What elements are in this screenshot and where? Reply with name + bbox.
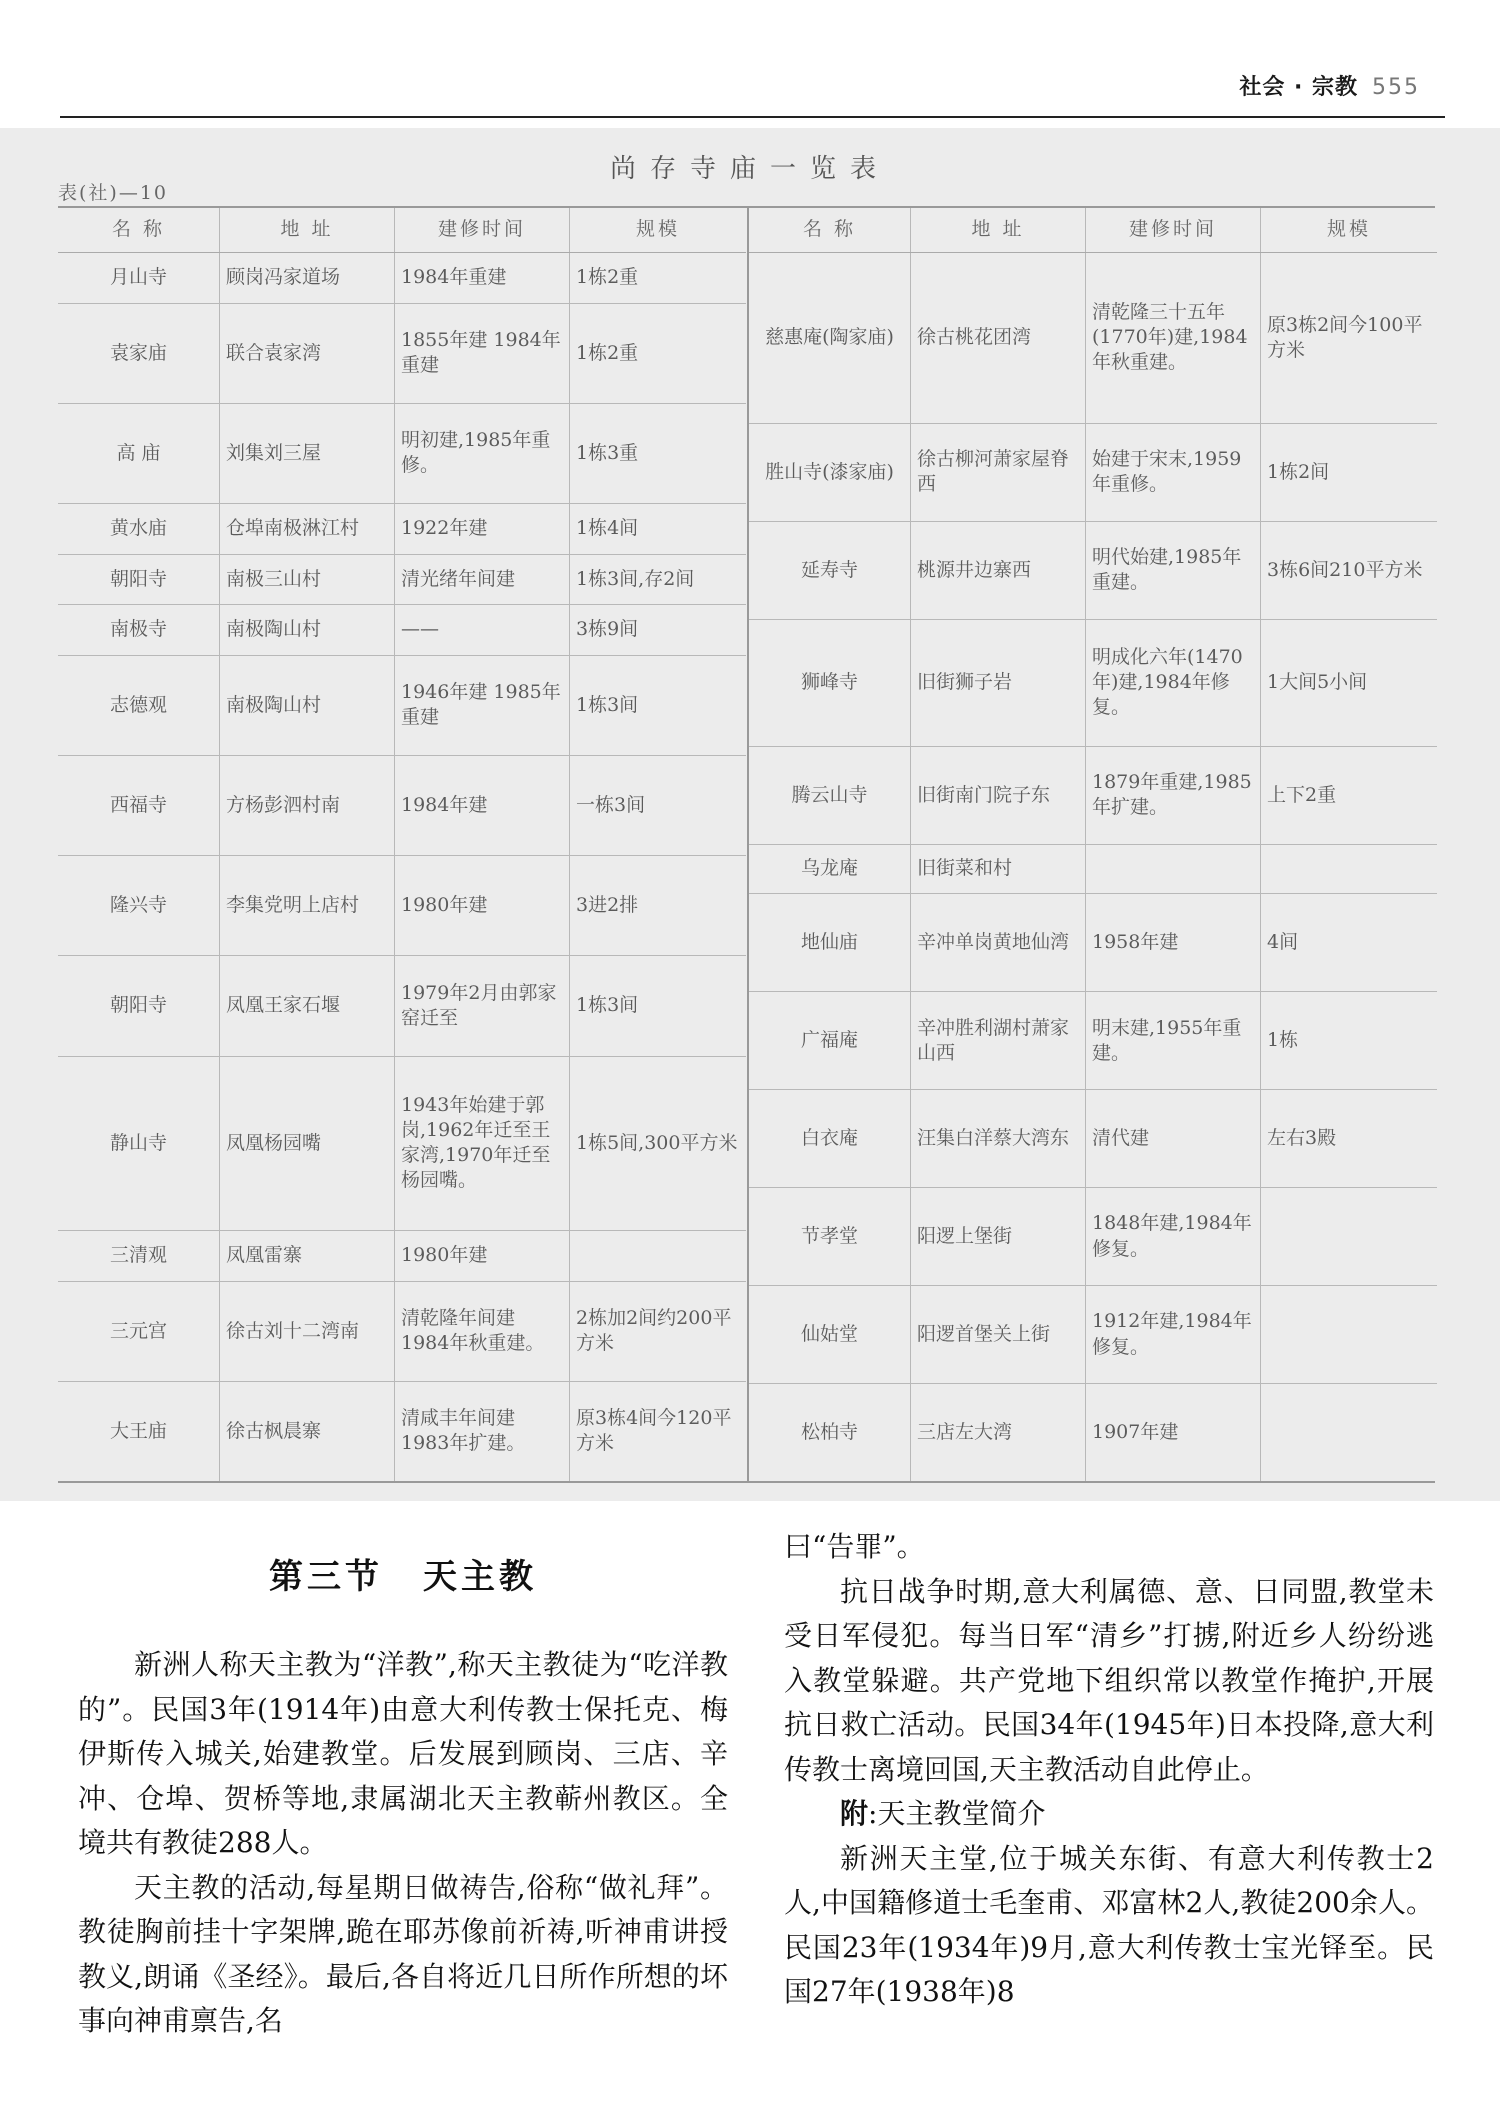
cell-time: 明初建,1985年重修。: [395, 404, 570, 503]
cell-address: 汪集白洋蔡大湾东: [911, 1090, 1086, 1187]
section-heading: [78, 1555, 728, 1599]
cell-scale: 1栋5间,300平方米: [576, 1131, 738, 1154]
cell-name: 仙姑堂: [749, 1286, 911, 1383]
table-right-half: [747, 208, 1437, 1481]
cell-time: 1980年建: [395, 1231, 570, 1281]
table-row: [749, 1188, 1437, 1286]
col-header-time: 建修时间: [1086, 208, 1261, 252]
cell-scale: 1栋3重: [576, 441, 639, 464]
cell-time: 1855年建 1984年重建: [395, 304, 570, 403]
cell-scale: 1栋3间,存2间: [576, 567, 695, 590]
table-left-half: [58, 208, 746, 1481]
cell-scale: 上下2重: [1267, 783, 1337, 806]
cell-name: 月山寺: [58, 253, 220, 303]
cell-address: 仓埠南极淋江村: [220, 504, 395, 554]
cell-name: 高 庙: [58, 404, 220, 503]
table-row: [749, 747, 1437, 845]
table-row: [749, 253, 1437, 424]
cell-name: 狮峰寺: [749, 620, 911, 746]
cell-scale: [1261, 845, 1437, 893]
cell-scale: 1栋2间: [1267, 460, 1330, 483]
table-row: [58, 504, 746, 555]
appendix-title: :天主教堂简介: [868, 1797, 1046, 1830]
cell-address: 旧街南门院子东: [911, 747, 1086, 844]
cell-scale: 左右3殿: [1267, 1127, 1337, 1150]
cell-address: 联合袁家湾: [220, 304, 395, 403]
col-header-scale: 规模: [635, 218, 680, 241]
cell-time: 1848年建,1984年修复。: [1086, 1188, 1261, 1285]
cell-address: 三店左大湾: [911, 1384, 1086, 1481]
cell-time: 清光绪年间建: [395, 555, 570, 605]
page-number: 555: [1372, 75, 1420, 100]
cell-address: 辛冲单岗黄地仙湾: [911, 894, 1086, 991]
cell-time: 明末建,1955年重建。: [1086, 992, 1261, 1089]
cell-name: 腾云山寺: [749, 747, 911, 844]
cell-time: 1984年重建: [395, 253, 570, 303]
cell-time: 1958年建: [1086, 894, 1261, 991]
cell-scale: 3栋6间210平方米: [1267, 558, 1423, 581]
table-left-rows: [58, 253, 746, 1481]
col-header-time: 建修时间: [395, 208, 570, 252]
cell-address: 桃源井边寨西: [911, 522, 1086, 619]
cell-address: 南极三山村: [220, 555, 395, 605]
cell-time: ——: [395, 605, 570, 655]
cell-time: 1979年2月由郭家窑迁至: [395, 956, 570, 1055]
cell-address: 南极陶山村: [220, 605, 395, 655]
cell-time: 清乾隆三十五年(1770年)建,1984年秋重建。: [1086, 253, 1261, 423]
cell-address: 方杨彭泗村南: [220, 756, 395, 855]
appendix-label: 附: [840, 1797, 869, 1830]
table-row: [58, 856, 746, 956]
table-header-row: [749, 208, 1437, 253]
cell-scale: [1261, 1384, 1437, 1481]
cell-address: 凤凰杨园嘴: [220, 1057, 395, 1231]
cell-scale: 1栋3间: [576, 994, 639, 1017]
table-row: [749, 424, 1437, 522]
cell-time: 1984年建: [395, 756, 570, 855]
cell-name: 大王庙: [58, 1382, 220, 1481]
cell-name: 胜山寺(漆家庙): [749, 424, 911, 521]
text-column-right: [784, 1525, 1434, 2015]
cell-scale: 1栋2重: [576, 266, 639, 289]
temple-table-panel: [0, 128, 1500, 1501]
col-header-name: 名 称: [749, 208, 911, 252]
cell-time: [1086, 845, 1261, 893]
cell-name: 慈惠庵(陶家庙): [749, 253, 911, 423]
cell-name: 西福寺: [58, 756, 220, 855]
table-row: [749, 1384, 1437, 1481]
table-row: [58, 253, 746, 304]
table-row: [749, 992, 1437, 1090]
cell-address: 徐古柳河萧家屋脊西: [911, 424, 1086, 521]
cell-address: 刘集刘三屋: [220, 404, 395, 503]
table-row: [58, 756, 746, 856]
cell-address: 旧街菜和村: [911, 845, 1086, 893]
paragraph: 新洲人称天主教为“洋教”,称天主教徒为“吃洋教的”。民国3年(1914年)由意大利传教士保托克、梅伊斯传入城关,始建教堂。后发展到顾岗、三店、辛冲、仓埠、贺桥等地,隶属湖北天主教蕲州教区。全境共有教徒288人。: [78, 1648, 728, 1859]
table-row: [749, 1090, 1437, 1188]
table-row: [58, 404, 746, 504]
cell-time: 1879年重建,1985年扩建。: [1086, 747, 1261, 844]
running-head-section: 社会 · 宗教: [1239, 75, 1358, 100]
cell-scale: 3进2排: [576, 894, 639, 917]
cell-name: 黄水庙: [58, 504, 220, 554]
section-number: 第三节: [269, 1557, 383, 1597]
cell-address: 南极陶山村: [220, 656, 395, 755]
cell-scale: 1栋4间: [576, 517, 639, 540]
table-row: [58, 1282, 746, 1382]
cell-time: 始建于宋末,1959年重修。: [1086, 424, 1261, 521]
cell-name: 地仙庙: [749, 894, 911, 991]
cell-name: 朝阳寺: [58, 956, 220, 1055]
table-row: [58, 605, 746, 656]
cell-scale: 1栋3间: [576, 693, 639, 716]
cell-time: 明代始建,1985年重建。: [1086, 522, 1261, 619]
col-header-name: 名 称: [58, 208, 220, 252]
cell-time: 清乾隆年间建 1984年秋重建。: [395, 1282, 570, 1381]
paragraph: 曰“告罪”。: [784, 1530, 925, 1563]
cell-name: 志德观: [58, 656, 220, 755]
text-column-left: [78, 1525, 728, 2044]
cell-name: 静山寺: [58, 1057, 220, 1231]
paragraph: 抗日战争时期,意大利属德、意、日同盟,教堂未受日军侵犯。每当日军“清乡”打掳,附近乡人纷纷逃入教堂躲避。共产党地下组织常以教堂作掩护,开展抗日救亡活动。民国34年(1945年)日本投降,意大利传教士离境回国,天主教活动自此停止。: [784, 1574, 1434, 1786]
cell-time: 1922年建: [395, 504, 570, 554]
cell-scale: 3栋9间: [576, 618, 639, 641]
col-header-address: 地 址: [911, 208, 1086, 252]
cell-name: 广福庵: [749, 992, 911, 1089]
table-row: [58, 656, 746, 756]
cell-time: 明成化六年(1470年)建,1984年修复。: [1086, 620, 1261, 746]
col-header-scale: 规模: [1326, 218, 1371, 241]
table-title: 尚存寺庙一览表: [609, 154, 890, 184]
appendix-heading: [784, 1792, 1434, 1837]
section-title: 天主教: [423, 1557, 537, 1597]
cell-time: 清代建: [1086, 1090, 1261, 1187]
cell-name: 三元宫: [58, 1282, 220, 1381]
cell-scale: 4间: [1267, 931, 1299, 954]
cell-name: 节孝堂: [749, 1188, 911, 1285]
col-header-address: 地 址: [220, 208, 395, 252]
table-right-rows: [749, 253, 1437, 1481]
table-row: [749, 1286, 1437, 1384]
cell-scale: 原3栋4间今120平方米: [576, 1407, 732, 1455]
table-row: [749, 845, 1437, 894]
cell-address: 辛冲胜利湖村萧家山西: [911, 992, 1086, 1089]
cell-name: 朝阳寺: [58, 555, 220, 605]
cell-address: 凤凰雷寨: [220, 1231, 395, 1281]
paragraph: 天主教的活动,每星期日做祷告,俗称“做礼拜”。教徒胸前挂十字架牌,跪在耶苏像前祈祷,听神甫讲授教义,朗诵《圣经》。最后,各自将近几日所作所想的坏事向神甫禀告,名: [78, 1870, 728, 2037]
table-row: [58, 304, 746, 404]
table-row: [749, 620, 1437, 747]
cell-name: 白衣庵: [749, 1090, 911, 1187]
cell-time: 清咸丰年间建 1983年扩建。: [395, 1382, 570, 1481]
cell-address: 顾岗冯家道场: [220, 253, 395, 303]
table-row: [58, 956, 746, 1056]
table-row: [58, 555, 746, 606]
table-row: [749, 522, 1437, 620]
cell-address: 旧街狮子岩: [911, 620, 1086, 746]
cell-scale: 1栋: [1267, 1029, 1299, 1052]
cell-time: 1907年建: [1086, 1384, 1261, 1481]
cell-name: 乌龙庵: [749, 845, 911, 893]
table-row: [58, 1231, 746, 1282]
cell-scale: 1大间5小间: [1267, 671, 1368, 694]
cell-address: 凤凰王家石堰: [220, 956, 395, 1055]
header-rule: [60, 116, 1445, 118]
cell-scale: [1261, 1188, 1437, 1285]
cell-scale: 原3栋2间今100平方米: [1267, 313, 1423, 361]
cell-time: 1943年始建于郭岗,1962年迁至王家湾,1970年迁至杨园嘴。: [395, 1057, 570, 1231]
cell-time: 1946年建 1985年重建: [395, 656, 570, 755]
cell-scale: 1栋2重: [576, 341, 639, 364]
table-number: 表(社)—10: [58, 182, 169, 204]
table-row: [58, 1057, 746, 1232]
cell-name: 南极寺: [58, 605, 220, 655]
cell-name: 隆兴寺: [58, 856, 220, 955]
cell-scale: [570, 1231, 746, 1281]
cell-scale: [1261, 1286, 1437, 1383]
cell-scale: 一栋3间: [576, 793, 646, 816]
paragraph: 新洲天主堂,位于城关东街、有意大利传教士2人,中国籍修道士毛奎甫、邓富林2人,教徒200余人。民国23年(1934年)9月,意大利传教士宝光铎至。民国27年(1938年)8: [784, 1841, 1434, 2008]
cell-name: 延寿寺: [749, 522, 911, 619]
table-header-row: [58, 208, 746, 253]
cell-address: 李集党明上店村: [220, 856, 395, 955]
table-row: [58, 1382, 746, 1481]
cell-address: 阳逻首堡关上街: [911, 1286, 1086, 1383]
cell-address: 徐古枫晨寨: [220, 1382, 395, 1481]
cell-address: 徐古桃花团湾: [911, 253, 1086, 423]
cell-name: 松柏寺: [749, 1384, 911, 1481]
cell-address: 徐古刘十二湾南: [220, 1282, 395, 1381]
temple-table: [58, 206, 1435, 1483]
cell-address: 阳逻上堡街: [911, 1188, 1086, 1285]
cell-name: 袁家庙: [58, 304, 220, 403]
table-row: [749, 894, 1437, 992]
cell-time: 1980年建: [395, 856, 570, 955]
cell-time: 1912年建,1984年修复。: [1086, 1286, 1261, 1383]
cell-scale: 2栋加2间约200平方米: [576, 1307, 732, 1355]
cell-name: 三清观: [58, 1231, 220, 1281]
running-head: [1239, 70, 1420, 101]
